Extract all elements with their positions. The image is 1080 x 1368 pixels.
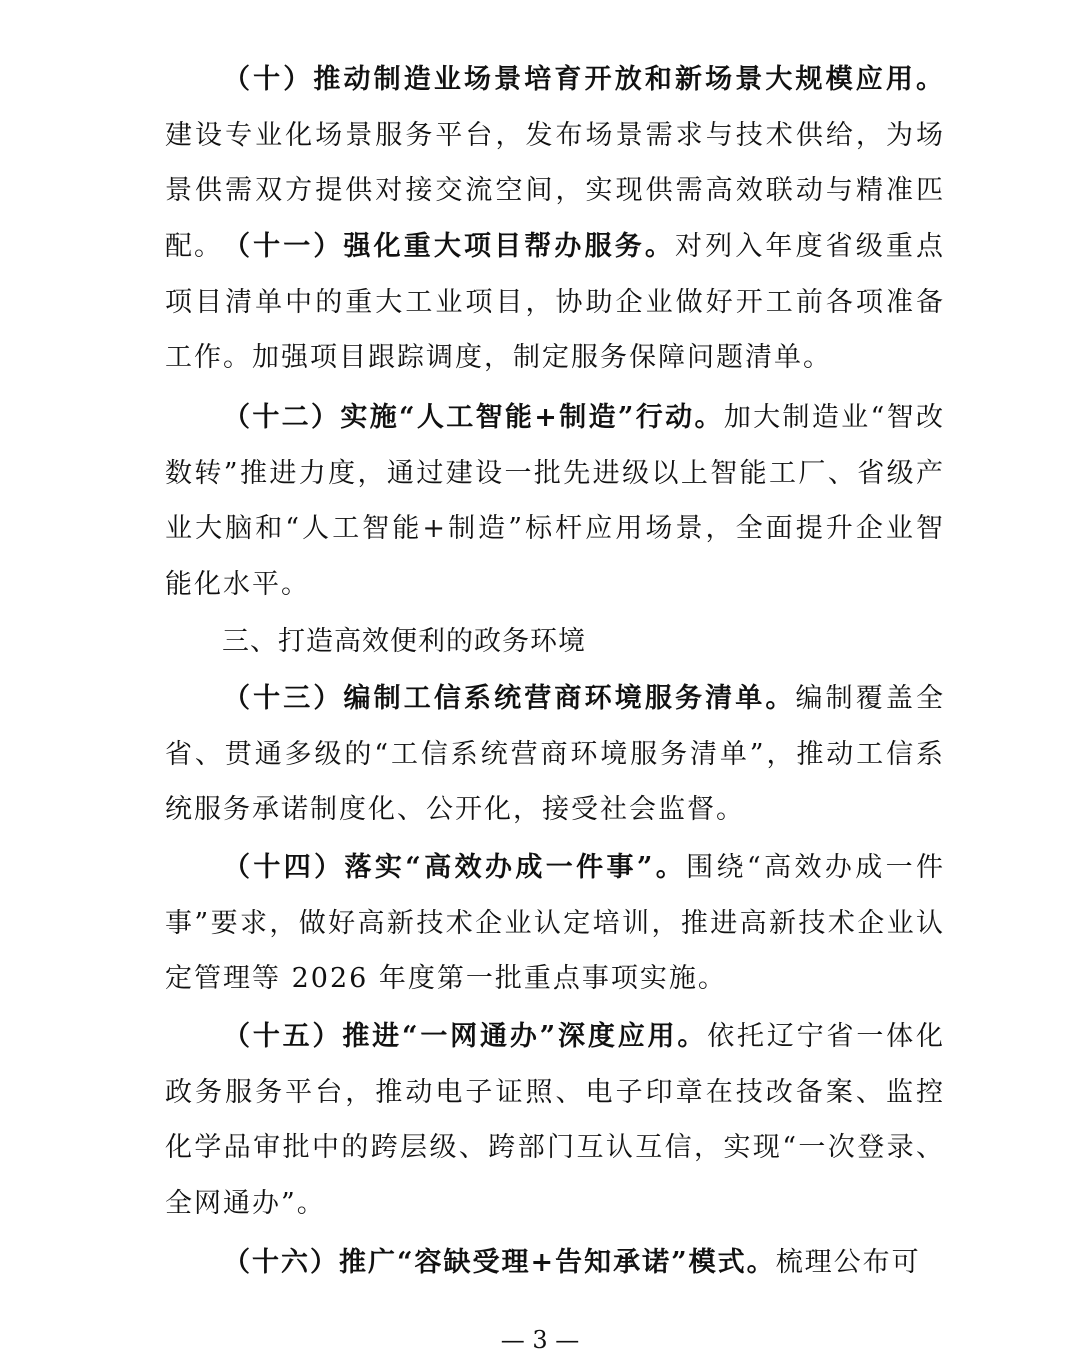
page-number: — 3 — [500,1326,580,1354]
paragraph-13 [165,671,945,838]
paragraph-heading: （十一）强化重大项目帮办服务。 [223,231,675,262]
paragraph-body: 围绕“高效办成一件事”要求，做好高新技术企业认定培训，推进高新技术企业认定管理等 2026 年度第一批重点事项实施。 [165,852,946,994]
paragraph-body: 加大制造业“智改数转”推进力度，通过建设一批先进级以上智能工厂、省级产业大脑和“人工智能+制造”标杆应用场景，全面提升企业智能化水平。 [165,402,945,600]
paragraph-heading: （十三）编制工信系统营商环境服务清单。 [223,683,796,714]
paragraph-heading: （十）推动制造业场景培育开放和新场景大规模应用。 [223,64,945,95]
paragraph-body: 对列入年度省级重点项目清单中的重大工业项目，协助企业做好开工前各项准备工作。加强项目跟踪调度，制定服务保障问题清单。 [165,231,946,373]
paragraph-heading: （十五）推进“一网通办”深度应用。 [223,1021,708,1052]
paragraph-heading: （十四）落实“高效办成一件事”。 [223,852,687,883]
section-heading: 三、打造高效便利的政务环境 [222,626,586,657]
paragraph-body: 建设专业化场景服务平台，发布场景需求与技术供给，为场景供需双方提供对接交流空间，实现供需高效联动与精准匹配。 [165,119,945,262]
paragraph-heading: （十二）实施“人工智能+制造”行动。 [223,402,724,433]
paragraph-14 [165,840,945,1007]
paragraph-12 [165,390,945,612]
paragraph-15 [165,1009,945,1231]
paragraph-11 [165,219,945,386]
paragraph-body: 编制覆盖全省、贯通多级的“工信系统营商环境服务清单”，推动工信系统服务承诺制度化、公开化，接受社会监督。 [165,683,946,825]
paragraph-16 [165,1235,945,1291]
paragraph-body: 依托辽宁省一体化政务服务平台，推动电子证照、电子印章在技改备案、监控化学品审批中的跨层级、跨部门互认互信，实现“一次登录、全网通办”。 [165,1021,946,1219]
paragraph-body: 梳理公布可 [775,1247,921,1278]
paragraph-heading: （十六）推广“容缺受理+告知承诺”模式。 [223,1247,776,1278]
